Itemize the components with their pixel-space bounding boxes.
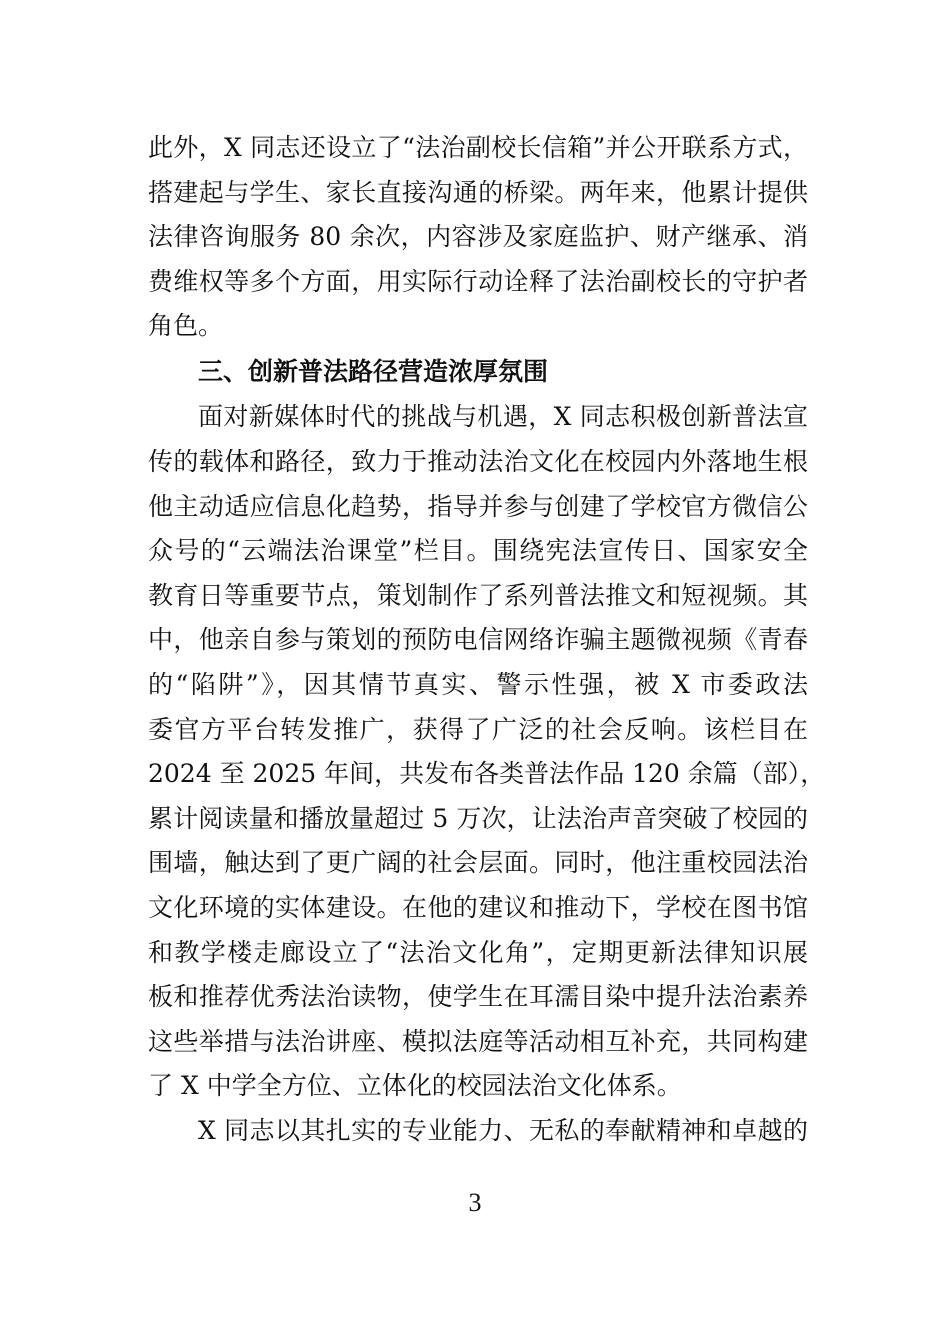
text-line: 这些举措与法治讲座、模拟法庭等活动相互补充，共同构建 — [148, 1026, 808, 1056]
text-line: 了 X 中学全方位、立体化的校园法治文化体系。 — [148, 1071, 682, 1101]
paragraph — [148, 395, 826, 1109]
text-line: 此外，X 同志还设立了“法治副校长信箱”并公开联系方式， — [148, 133, 808, 162]
text-line: 的“陷阱”》，因其情节真实、警示性强，被 X 市委政法 — [148, 670, 808, 700]
text-line: 他主动适应信息化趋势，指导并参与创建了学校官方微信公 — [148, 491, 808, 521]
paragraph — [148, 1109, 808, 1154]
text-line: 费维权等多个方面，用实际行动诠释了法治副校长的守护者 — [148, 266, 808, 296]
text-line: 围墙，触达到了更广阔的社会层面。同时，他注重校园法治 — [148, 848, 808, 878]
text-line: 教育日等重要节点，策划制作了系列普法推文和短视频。其 — [148, 580, 808, 610]
text-line: 众号的“云端法治课堂”栏目。围绕宪法宣传日、国家安全 — [148, 536, 808, 566]
paragraph — [148, 126, 808, 349]
text-line: 传的载体和路径，致力于推动法治文化在校园内外落地生根 — [148, 447, 808, 477]
text-line: 板和推荐优秀法治读物，使学生在耳濡目染中提升法治素养 — [148, 982, 808, 1012]
text-line: 累计阅读量和播放量超过 5 万次，让法治声音突破了校园的 — [148, 803, 808, 833]
text-line: 文化环境的实体建设。在他的建议和推动下，学校在图书馆 — [148, 893, 808, 922]
text-line: 委官方平台转发推广，获得了广泛的社会反响。该栏目在 — [148, 714, 808, 744]
text-line: 面对新媒体时代的挑战与机遇，X 同志积极创新普法宣 — [198, 402, 808, 432]
text-line: 中，他亲自参与策划的预防电信网络诈骗主题微视频《青春 — [148, 625, 808, 655]
document-body — [148, 126, 826, 1154]
text-line: 搭建起与学生、家长直接沟通的桥梁。两年来，他累计提供 — [148, 177, 808, 207]
text-line: X 同志以其扎实的专业能力、无私的奉献精神和卓越的 — [198, 1115, 808, 1145]
text-line: 2024 至 2025 年间，共发布各类普法作品 120 余篇（部）， — [148, 759, 826, 789]
text-line: 法律咨询服务 80 余次，内容涉及家庭监护、财产继承、消 — [148, 222, 808, 252]
section-heading: 三、创新普法路径营造浓厚氛围 — [198, 356, 549, 386]
text-line: 角色。 — [148, 311, 224, 341]
page-number: 3 — [468, 1188, 482, 1217]
text-line: 和教学楼走廊设立了“法治文化角”，定期更新法律知识展 — [148, 937, 808, 967]
